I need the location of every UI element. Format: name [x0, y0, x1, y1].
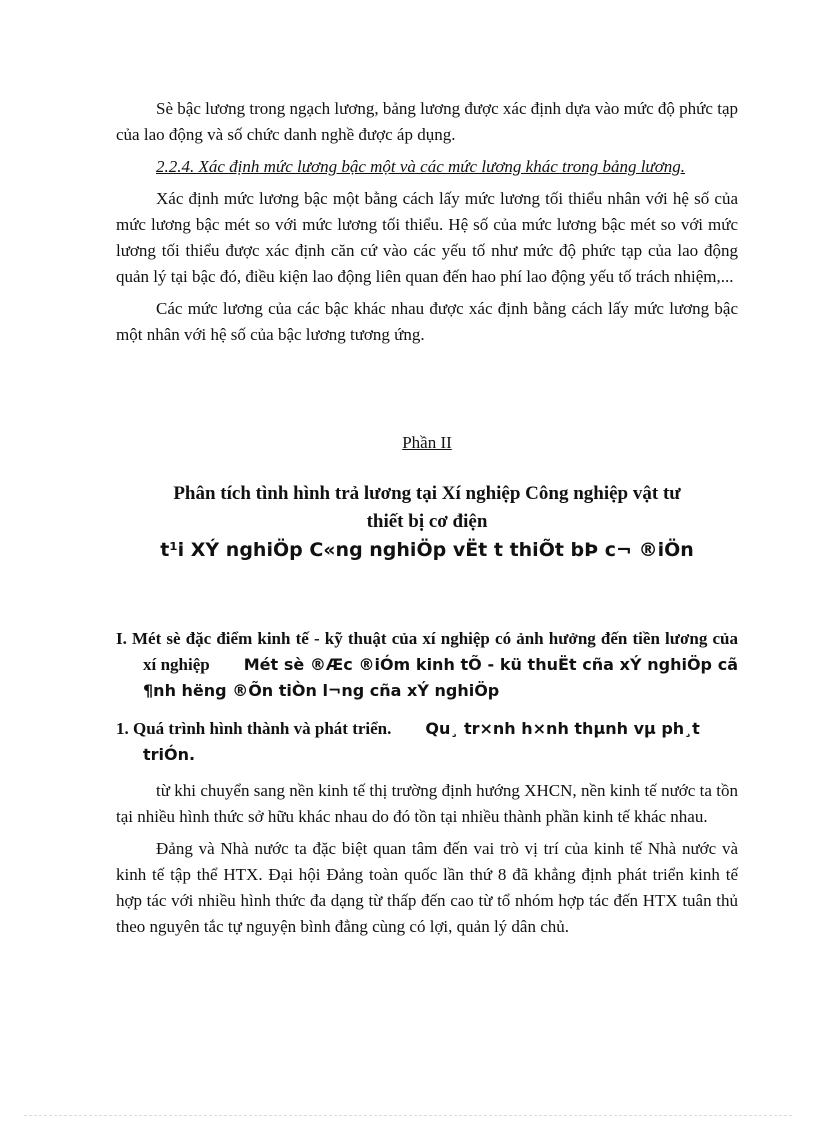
paragraph: Các mức lương của các bậc khác nhau được xác định bằng cách lấy mức lương bậc một nhân với hệ số của bậc lương tương ứng. [116, 299, 738, 344]
section-heading-garbled: Mét sè ®Æc ®iÓm kinh tÕ - kü thuËt cña xÝ nghiÖp cã ¶nh hëng ®Õn tiÒn l¬ng cña xÝ nghiÖp [143, 655, 738, 700]
part-label: Phần II [402, 433, 452, 452]
paragraph: Xác định mức lương bậc một bằng cách lấy mức lương tối thiểu nhân với hệ số của mức lương bậc mét so với mức lương tối thiểu. Hệ số của mức lương bậc mét so với mức lương tối thiểu được xác định căn cứ vào các yếu tố như mức độ phức tạp của lao động quản lý tại bậc đó, điều kiện lao động liên quan đến hao phí lao động yếu tố trách nhiệm,... [116, 189, 738, 286]
part-title-line: thiết bị cơ điện [366, 511, 488, 532]
subsection-heading-garbled: Qu¸ tr×nh h×nh thµnh vµ ph¸t triÓn. [143, 719, 700, 764]
paragraph: từ khi chuyển sang nền kinh tế thị trường định hướng XHCN, nền kinh tế nước ta tồn tại nhiều hình thức sở hữu khác nhau do đó tồn tại nhiều thành phần kinh tế khác nhau. [116, 781, 738, 826]
subsection-heading-text: 1. Quá trình hình thành và phát triển. [116, 719, 392, 738]
page-divider [24, 1115, 792, 1116]
paragraph: Đảng và Nhà nước ta đặc biệt quan tâm đến vai trò vị trí của kinh tế Nhà nước và kinh tế tập thể HTX. Đại hội Đảng toàn quốc lần thứ 8 đã khẳng định phát triển kinh tế hợp tác với nhiều hình thức đa dạng từ thấp đến cao từ tổ nhóm hợp tác đến HTX tuân thủ theo nguyên tắc tự nguyện bình đẳng cùng có lợi, quản lý dân chủ. [116, 839, 738, 936]
subheading: 2.2.4. Xác định mức lương bậc một và các mức lương khác trong bảng lương. [156, 157, 686, 176]
document-page [116, 96, 738, 946]
part-title-line: Phân tích tình hình trả lương tại Xí nghiệp Công nghiệp vật tư [173, 483, 681, 504]
section-heading-text: I. Mét sè đặc điểm kinh tế - kỹ thuật của xí nghiệp có ảnh hưởng đến tiền lương của xí nghiệp [116, 629, 738, 674]
part-title [116, 480, 738, 564]
paragraph: Sè bậc lương trong ngạch lương, bảng lương được xác định dựa vào mức độ phức tạp của lao động và số chức danh nghề được áp dụng. [116, 99, 738, 144]
part-title-line-garbled: t¹i XÝ nghiÖp C«ng nghiÖp vËt t thiÕt bÞ c¬ ®iÖn [160, 539, 694, 561]
subsection-heading [116, 716, 738, 768]
section-heading [116, 626, 738, 704]
